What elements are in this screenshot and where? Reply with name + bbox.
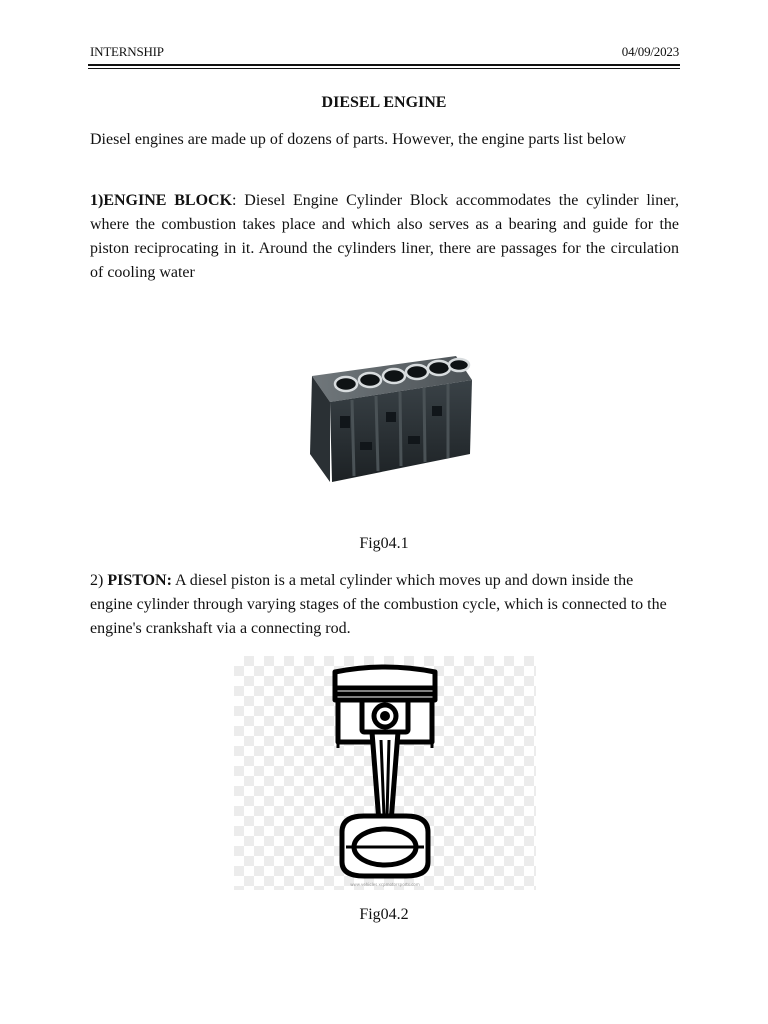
piston-paragraph (90, 569, 679, 641)
page-title: DIESEL ENGINE (321, 94, 447, 111)
header-rule-thick (88, 64, 680, 66)
piston-prefix: 2) (90, 572, 108, 589)
figure2-watermark: www.vehicles.xcpmotorsports.com (350, 882, 420, 887)
piston-text: A diesel piston is a metal cylinder which moves up and down inside the engine cylinder through varying stages of the combustion cycle, which is connected to the engine's crankshaft via a connecting rod. (90, 572, 667, 637)
piston-heading: PISTON: (107, 572, 172, 589)
engine-block-text: : Diesel Engine Cylinder Block accommodates the cylinder liner, where the combustion takes place and which also serves as a bearing and guide for the piston reciprocating in it. Around the cylinders liner, there are passages for the circulation of cooling water (90, 192, 679, 281)
piston-figure (234, 656, 536, 890)
engine-block-figure (300, 350, 480, 488)
header-left: INTERNSHIP (90, 44, 164, 59)
header-date: 04/09/2023 (621, 44, 679, 59)
engine-block-icon (300, 350, 480, 488)
header-rule-thin (88, 68, 680, 69)
piston-icon (234, 656, 536, 890)
page-header (90, 44, 679, 60)
intro-paragraph: Diesel engines are made up of dozens of parts. However, the engine parts list below (90, 131, 627, 148)
engine-block-heading: 1)ENGINE BLOCK (90, 192, 233, 209)
figure1-caption: Fig04.1 (359, 535, 409, 552)
figure2-caption: Fig04.2 (359, 906, 409, 923)
engine-block-paragraph (90, 189, 679, 285)
